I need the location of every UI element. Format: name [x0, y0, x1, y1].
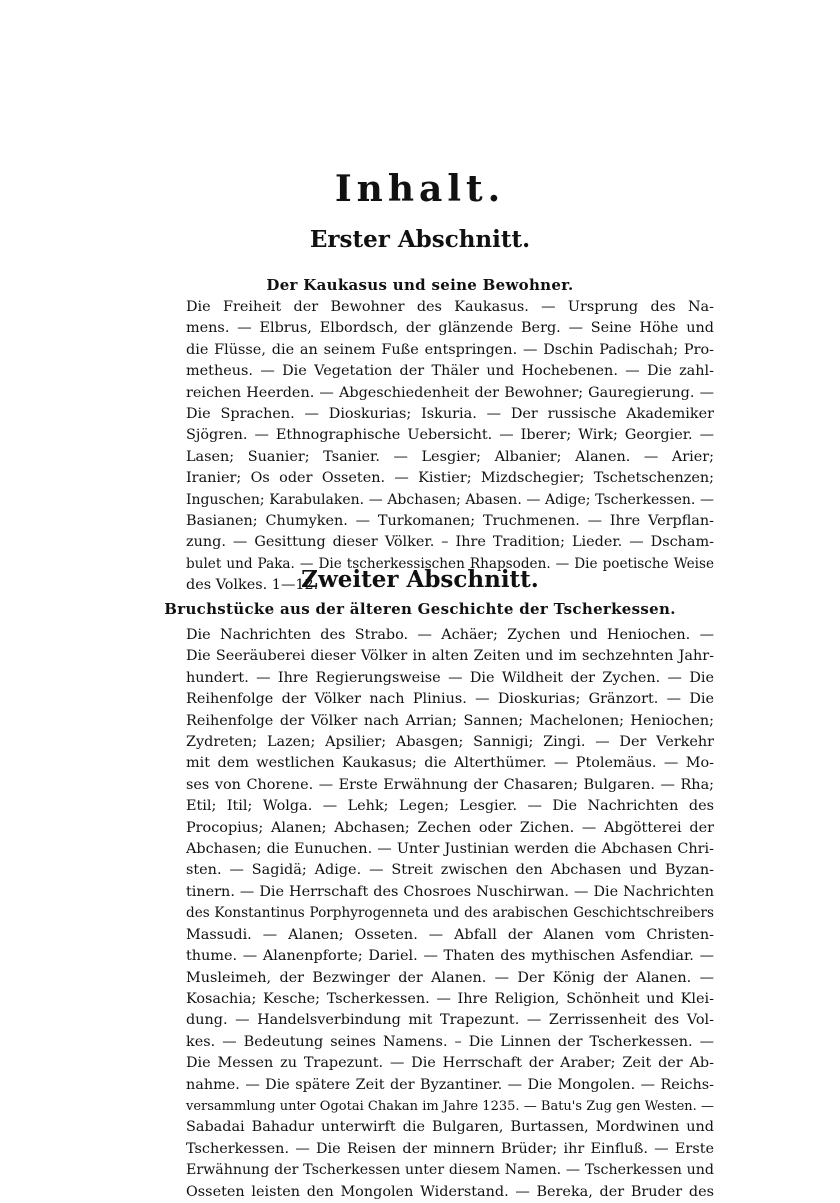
text-line: Die Nachrichten des Strabo. — Achäer; Zychen und Heniochen. —	[186, 627, 714, 643]
text-line: Iranier; Os oder Osseten. — Kistier; Mizdschegier; Tschetschenzen;	[186, 470, 714, 487]
text-line: des Konstantinus Porphyrogenneta und des arabischen Geschichtschreibers	[186, 905, 714, 922]
text-line: reichen Heerden. — Abgeschiedenheit der Bewohner; Gauregierung. —	[186, 384, 714, 401]
text-line: Lasen; Suanier; Tsanier. — Lesgier; Albanier; Alanen. — Arier;	[186, 448, 714, 465]
text-line: Sjögren. — Ethnographische Uebersicht. — Iberer; Wirk; Georgier. —	[186, 427, 714, 444]
text-line: dung. — Handelsverbindung mit Trapezunt. — Zerrissenheit des Vol-	[186, 1012, 714, 1029]
text-line: ses von Chorene. — Erste Erwähnung der Chasaren; Bulgaren. — Rha;	[186, 776, 714, 793]
text-line: Osseten leisten den Mongolen Widerstand. — Bereka, der Bruder des	[186, 1183, 714, 1200]
text-line: Die Seeräuberei dieser Völker in alten Zeiten und im sechzehnten Jahr-	[186, 648, 714, 665]
text-line: tinern. — Die Herrschaft des Chosroes Nuschirwan. — Die Nachrichten	[186, 883, 714, 900]
text-line: Kosachia; Kesche; Tscherkessen. — Ihre Religion, Schönheit und Klei-	[186, 990, 714, 1007]
text-line: die Flüsse, die an seinem Fuße entspringen. — Dschin Padischah; Pro-	[186, 341, 714, 358]
section-1-subtitle: Der Kaukasus und seine Bewohner.	[266, 276, 574, 294]
text-line: Basianen; Chumyken. — Turkomanen; Truchmenen. — Ihre Verpflan-	[186, 513, 714, 530]
text-line: versammlung unter Ogotai Chakan im Jahre 1235. — Batu's Zug gen Westen. —	[186, 1098, 714, 1114]
text-line: Zydreten; Lazen; Apsilier; Abasgen; Sannigi; Zingi. — Der Verkehr	[186, 734, 714, 751]
text-line: mit dem westlichen Kaukasus; die Alterthümer. — Ptolemäus. — Mo-	[186, 755, 714, 772]
text-line: mens. — Elbrus, Elbordsch, der glänzende Berg. — Seine Höhe und	[186, 320, 714, 337]
text-line: Procopius; Alanen; Abchasen; Zechen oder Zichen. — Abgötterei der	[186, 819, 714, 836]
text-line: des Volkes. 1—12.	[186, 577, 319, 594]
text-line: bulet und Paka. — Die tscherkessischen Rhapsoden. — Die poetische Weise	[186, 555, 714, 572]
text-line: nahme. — Die spätere Zeit der Byzantiner. — Die Mongolen. — Reichs-	[186, 1076, 714, 1093]
section-2-subtitle: Bruchstücke aus der älteren Geschichte der Tscherkessen.	[164, 600, 676, 618]
text-line: zung. — Gesittung dieser Völker. – Ihre Tradition; Lieder. — Dscham-	[186, 534, 714, 551]
text-line: Musleimeh, der Bezwinger der Alanen. — Der König der Alanen. —	[186, 969, 714, 986]
section-1-title: Erster Abschnitt.	[309, 226, 531, 253]
text-line: Abchasen; die Eunuchen. — Unter Justinian werden die Abchasen Chri-	[186, 841, 714, 858]
text-line: Etil; Itil; Wolga. — Lehk; Legen; Lesgier. — Die Nachrichten des	[186, 798, 714, 815]
text-line: Sabadai Bahadur unterwirft die Bulgaren, Burtassen, Mordwinen und	[186, 1119, 714, 1136]
text-line: Die Sprachen. — Dioskurias; Iskuria. — Der russische Akademiker	[186, 406, 714, 423]
text-line: Die Messen zu Trapezunt. — Die Herrschaft der Araber; Zeit der Ab-	[186, 1055, 714, 1072]
text-line: sten. — Sagidä; Adige. — Streit zwischen den Abchasen und Byzan-	[186, 862, 714, 879]
text-line: Inguschen; Karabulaken. — Abchasen; Abasen. — Adige; Tscherkessen. —	[186, 491, 714, 508]
text-line: kes. — Bedeutung seines Namens. – Die Linnen der Tscherkessen. —	[186, 1033, 714, 1050]
text-line: Massudi. — Alanen; Osseten. — Abfall der Alanen vom Christen-	[186, 926, 714, 943]
text-line: Reihenfolge der Völker nach Plinius. — Dioskurias; Gränzort. — Die	[186, 691, 714, 708]
page-title: Inhalt.	[334, 168, 506, 210]
text-line: Erwähnung der Tscherkessen unter diesem Namen. — Tscherkessen und	[186, 1162, 714, 1179]
text-line: Reihenfolge der Völker nach Arrian; Sannen; Machelonen; Heniochen;	[186, 712, 714, 729]
text-line: metheus. — Die Vegetation der Thäler und Hochebenen. — Die zahl-	[186, 363, 714, 380]
text-line: Tscherkessen. — Die Reisen der minnern Brüder; ihr Einfluß. — Erste	[186, 1140, 714, 1157]
section-1-body	[186, 297, 714, 597]
text-line: thume. — Alanenpforte; Dariel. — Thaten des mythischen Asfendiar. —	[186, 948, 714, 965]
section-2-title: Zweiter Abschnitt.	[301, 566, 539, 593]
text-line: hundert. — Ihre Regierungsweise — Die Wildheit der Zychen. — Die	[186, 669, 714, 686]
text-line: Die Freiheit der Bewohner des Kaukasus. — Ursprung des Na-	[186, 299, 714, 315]
section-2-body	[186, 625, 714, 1203]
